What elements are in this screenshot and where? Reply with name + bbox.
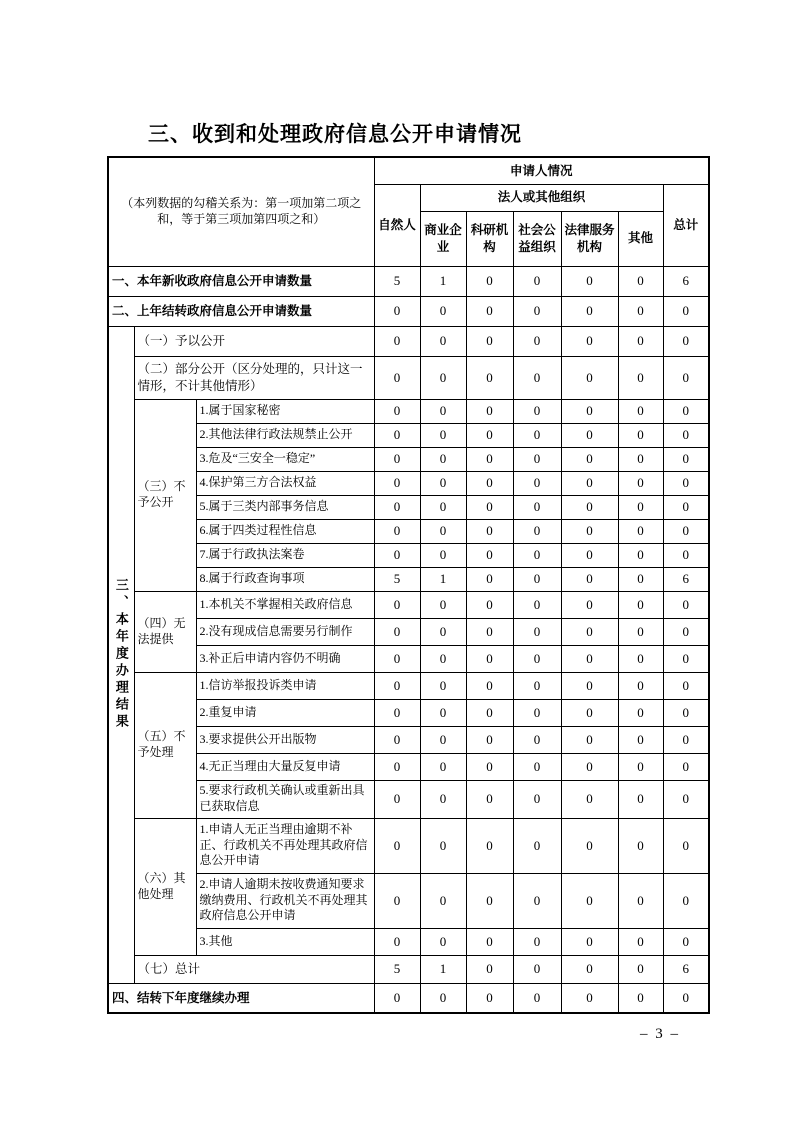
value-cell: 0 [466,672,513,699]
value-cell: 0 [420,780,466,818]
value-cell: 0 [561,818,618,873]
row-label: 5.要求行政机关确认或重新出具已获取信息 [196,780,374,818]
row-label: 1.信访举报投诉类申请 [196,672,374,699]
row-label: 4.保护第三方合法权益 [196,471,374,495]
row-label: 二、上年结转政府信息公开申请数量 [108,296,374,326]
value-cell: 0 [513,618,561,645]
value-cell: 0 [663,447,709,471]
value-cell: 0 [663,326,709,356]
value-cell: 0 [618,356,663,399]
value-cell: 0 [420,983,466,1013]
value-cell: 0 [618,447,663,471]
value-cell: 0 [374,672,420,699]
row-label: 2.重复申请 [196,699,374,726]
row-label: 3.要求提供公开出版物 [196,726,374,753]
value-cell: 0 [374,356,420,399]
value-cell: 0 [513,928,561,955]
value-cell: 0 [374,423,420,447]
value-cell: 0 [513,645,561,672]
value-cell: 0 [663,296,709,326]
value-cell: 0 [420,543,466,567]
value-cell: 0 [561,672,618,699]
value-cell: 0 [618,296,663,326]
row-label: 8.属于行政查询事项 [196,567,374,591]
value-cell: 0 [466,543,513,567]
value-cell: 0 [618,519,663,543]
value-cell: 0 [374,753,420,780]
value-cell: 0 [618,645,663,672]
value-cell: 0 [513,753,561,780]
value-cell: 0 [663,645,709,672]
value-cell: 0 [513,672,561,699]
value-cell: 0 [374,326,420,356]
value-cell: 0 [513,699,561,726]
value-cell: 0 [618,983,663,1013]
value-cell: 0 [466,753,513,780]
row-label: 2.申请人逾期未按收费通知要求缴纳费用、行政机关不再处理其政府信息公开申请 [196,873,374,928]
value-cell: 0 [618,928,663,955]
value-cell: 5 [374,266,420,296]
value-cell: 0 [663,873,709,928]
value-cell: 0 [561,928,618,955]
value-cell: 0 [663,399,709,423]
value-cell: 0 [618,672,663,699]
value-cell: 0 [561,873,618,928]
value-cell: 0 [466,818,513,873]
value-cell: 0 [374,296,420,326]
value-cell: 0 [561,955,618,983]
row-label: 1.本机关不掌握相关政府信息 [196,591,374,618]
value-cell: 0 [420,399,466,423]
value-cell: 0 [466,356,513,399]
category-label: （三）不予公开 [134,399,196,591]
value-cell: 0 [420,618,466,645]
value-cell: 0 [663,699,709,726]
row-label: 四、结转下年度继续办理 [108,983,374,1013]
value-cell: 0 [561,423,618,447]
value-cell: 0 [420,699,466,726]
value-cell: 0 [561,983,618,1013]
value-cell: 0 [466,591,513,618]
value-cell: 0 [618,326,663,356]
value-cell: 0 [466,873,513,928]
value-cell: 0 [420,326,466,356]
value-cell: 0 [513,471,561,495]
value-cell: 0 [374,399,420,423]
header-legal-org-group: 法人或其他组织 [420,184,663,211]
value-cell: 0 [618,266,663,296]
value-cell: 0 [466,699,513,726]
value-cell: 0 [618,780,663,818]
value-cell: 0 [466,726,513,753]
value-cell: 0 [513,567,561,591]
row-label: 7.属于行政执法案卷 [196,543,374,567]
value-cell: 0 [420,645,466,672]
value-cell: 0 [561,645,618,672]
value-cell: 0 [466,618,513,645]
value-cell: 0 [663,356,709,399]
value-cell: 6 [663,266,709,296]
value-cell: 0 [618,423,663,447]
value-cell: 0 [663,780,709,818]
header-col-research: 科研机构 [466,211,513,266]
section3-label: 三、本年度办理结果 [113,578,129,731]
value-cell: 0 [561,495,618,519]
row-label: 5.属于三类内部事务信息 [196,495,374,519]
value-cell: 0 [618,726,663,753]
value-cell: 0 [374,543,420,567]
value-cell: 0 [374,818,420,873]
row-label: （一）予以公开 [134,326,374,356]
value-cell: 0 [561,447,618,471]
value-cell: 0 [513,873,561,928]
value-cell: 0 [618,699,663,726]
value-cell: 0 [663,618,709,645]
value-cell: 0 [663,818,709,873]
value-cell: 1 [420,567,466,591]
value-cell: 0 [561,753,618,780]
category-label: （五）不予处理 [134,672,196,818]
value-cell: 0 [561,519,618,543]
value-cell: 0 [466,326,513,356]
value-cell: 0 [513,399,561,423]
value-cell: 0 [420,356,466,399]
value-cell: 0 [663,423,709,447]
value-cell: 0 [466,567,513,591]
header-col-other: 其他 [618,211,663,266]
value-cell: 0 [374,618,420,645]
value-cell: 0 [513,818,561,873]
value-cell: 0 [513,519,561,543]
value-cell: 0 [374,519,420,543]
value-cell: 0 [374,928,420,955]
value-cell: 0 [513,296,561,326]
value-cell: 0 [420,447,466,471]
value-cell: 0 [466,399,513,423]
value-cell: 0 [561,567,618,591]
value-cell: 0 [420,928,466,955]
value-cell: 6 [663,955,709,983]
value-cell: 0 [513,591,561,618]
value-cell: 0 [513,266,561,296]
row-label: 1.属于国家秘密 [196,399,374,423]
row-label: 2.没有现成信息需要另行制作 [196,618,374,645]
value-cell: 0 [618,471,663,495]
value-cell: 0 [374,645,420,672]
value-cell: 0 [466,296,513,326]
value-cell: 0 [466,447,513,471]
value-cell: 0 [466,983,513,1013]
value-cell: 0 [561,296,618,326]
value-cell: 0 [466,266,513,296]
category-label: （四）无法提供 [134,591,196,672]
value-cell: 0 [374,726,420,753]
value-cell: 0 [561,780,618,818]
value-cell: 0 [618,955,663,983]
value-cell: 0 [513,356,561,399]
value-cell: 0 [466,423,513,447]
value-cell: 0 [513,326,561,356]
value-cell: 0 [618,567,663,591]
value-cell: 0 [561,618,618,645]
row-label: （七）总计 [134,955,374,983]
page-title: 三、收到和处理政府信息公开申请情况 [148,123,522,146]
value-cell: 0 [420,753,466,780]
value-cell: 0 [513,495,561,519]
header-total: 总计 [663,184,709,266]
value-cell: 0 [663,495,709,519]
row-label: 3.危及“三安全一稳定” [196,447,374,471]
value-cell: 0 [663,672,709,699]
value-cell: 0 [513,780,561,818]
value-cell: 5 [374,567,420,591]
value-cell: 0 [513,423,561,447]
value-cell: 0 [420,296,466,326]
value-cell: 0 [561,591,618,618]
value-cell: 0 [374,447,420,471]
value-cell: 0 [466,928,513,955]
value-cell: 0 [561,471,618,495]
value-cell: 0 [618,399,663,423]
header-natural-person: 自然人 [374,184,420,266]
value-cell: 0 [618,873,663,928]
value-cell: 0 [513,543,561,567]
value-cell: 0 [513,447,561,471]
value-cell: 0 [663,753,709,780]
value-cell: 0 [561,543,618,567]
row-label: 一、本年新收政府信息公开申请数量 [108,266,374,296]
value-cell: 0 [420,726,466,753]
value-cell: 0 [513,955,561,983]
row-label: 3.补正后申请内容仍不明确 [196,645,374,672]
header-col-business: 商业企业 [420,211,466,266]
value-cell: 0 [374,495,420,519]
report-table [107,156,710,1014]
value-cell: 0 [663,519,709,543]
value-cell: 0 [420,873,466,928]
value-cell: 0 [663,983,709,1013]
value-cell: 0 [618,591,663,618]
value-cell: 0 [466,495,513,519]
header-col-public-welfare: 社会公益组织 [513,211,561,266]
value-cell: 0 [420,519,466,543]
value-cell: 0 [618,818,663,873]
value-cell: 1 [420,955,466,983]
value-cell: 0 [663,471,709,495]
value-cell: 0 [466,780,513,818]
value-cell: 0 [561,356,618,399]
value-cell: 0 [420,423,466,447]
value-cell: 0 [618,618,663,645]
value-cell: 0 [561,326,618,356]
value-cell: 0 [466,519,513,543]
value-cell: 0 [663,928,709,955]
value-cell: 0 [374,699,420,726]
header-col-legal-service: 法律服务机构 [561,211,618,266]
value-cell: 1 [420,266,466,296]
value-cell: 0 [374,780,420,818]
value-cell: 0 [663,543,709,567]
value-cell: 0 [374,873,420,928]
value-cell: 0 [663,726,709,753]
value-cell: 0 [618,753,663,780]
value-cell: 0 [618,495,663,519]
page-number: – 3 – [640,1026,680,1042]
row-label: 1.申请人无正当理由逾期不补正、行政机关不再处理其政府信息公开申请 [196,818,374,873]
row-label: 4.无正当理由大量反复申请 [196,753,374,780]
value-cell: 6 [663,567,709,591]
note-cell: （本列数据的勾稽关系为：第一项加第二项之和，等于第三项加第四项之和） [108,157,374,266]
value-cell: 5 [374,955,420,983]
value-cell: 0 [561,266,618,296]
value-cell: 0 [420,672,466,699]
section3-label-cell [108,326,134,983]
value-cell: 0 [513,726,561,753]
header-applicant-group: 申请人情况 [374,157,709,184]
value-cell: 0 [420,591,466,618]
value-cell: 0 [420,471,466,495]
value-cell: 0 [374,983,420,1013]
value-cell: 0 [420,495,466,519]
value-cell: 0 [466,471,513,495]
value-cell: 0 [663,591,709,618]
row-label: 2.其他法律行政法规禁止公开 [196,423,374,447]
value-cell: 0 [374,591,420,618]
value-cell: 0 [513,983,561,1013]
value-cell: 0 [466,645,513,672]
value-cell: 0 [420,818,466,873]
value-cell: 0 [561,699,618,726]
row-label: （二）部分公开（区分处理的，只计这一情形，不计其他情形） [134,356,374,399]
value-cell: 0 [618,543,663,567]
row-label: 6.属于四类过程性信息 [196,519,374,543]
value-cell: 0 [466,955,513,983]
category-label: （六）其他处理 [134,818,196,955]
value-cell: 0 [561,399,618,423]
row-label: 3.其他 [196,928,374,955]
value-cell: 0 [374,471,420,495]
value-cell: 0 [561,726,618,753]
